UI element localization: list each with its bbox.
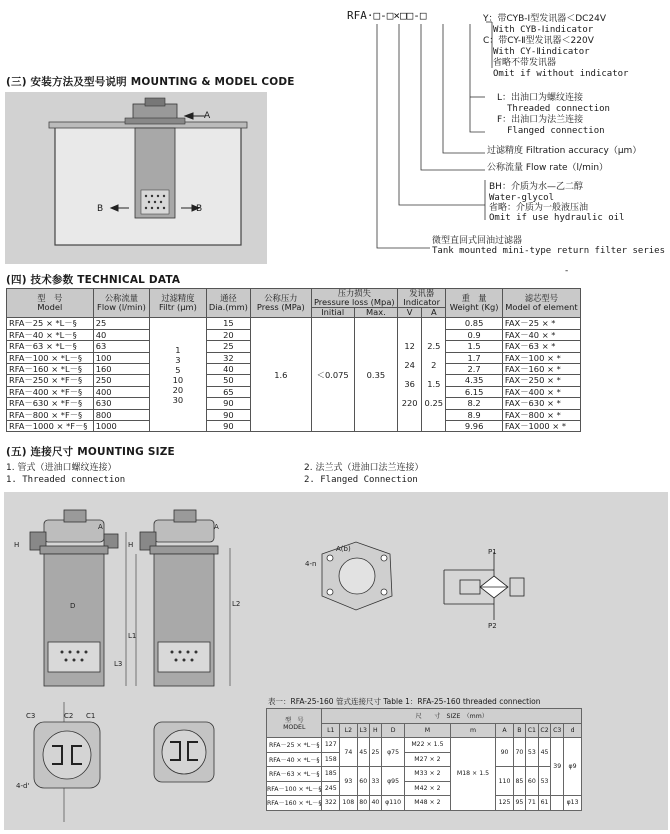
draw-label-4d: 4-d' [16,782,30,790]
volts-values: 12 24 36 220 [398,318,422,432]
dimension-table: 型 号 MODEL 尺 寸 SIZE （mm） L1 L2 L3 H D M m A B C1 C2 C3 d RFA－25 × *L－§ 127 74 45 25 φ75 M22 × 1.5 M18 × 1.5 90 70 53 45 39 φ9 RFA－40 × *L－§ 158 M27 × 2 RFA－63 × *L－§ 185 93 60 33 φ95 M33 × 2 110 85 60 53 RFA－100 × *L－§ 245 M42 × 2 RFA－160 × *L－§ 322 108 80 40 φ110 M48 × 2 125 95 71 61 φ13 [266,708,582,811]
section4-mark: - [565,266,569,276]
table-row: RFA－25 × *L－§ 25 1 3 5 10 20 30 15 1.6 ＜0.075 0.35 12 24 36 220 2.5 2 1.5 0.25 0.85 FAX－25 × * [7,318,581,329]
draw-label-p1: P1 [488,548,497,556]
draw-label-a-left: A [98,523,103,531]
th-initial: Initial [311,308,354,318]
flow-label: 公称流量 Flow rate（l/min） [487,163,609,173]
draw-label-ab: A(b) [336,545,351,553]
max-value: 0.35 [354,318,397,432]
draw-label-c1: C1 [86,712,96,720]
th-indicator: 发讯器 Indicator [398,289,446,308]
mount-label-b-left: B [97,204,104,214]
model-code-boxes: □-□×□□-□ [373,9,427,22]
table-row: RFA－1000 × *F－§ 1000 90 9.96 FAX－1000 × * [7,421,581,432]
accuracy-label: 过滤精度 Filtration accuracy（μm） [487,146,642,156]
draw-label-d: D [70,602,76,610]
medium-bh-cn: BH：介质为水—乙二醇 [489,182,583,192]
mounting-drawing [5,92,267,264]
press-value: 1.6 [251,318,312,432]
table-row: RFA－63 × *L－§ 63 25 1.5 FAX－63 × * [7,341,581,352]
th-max: Max. [354,308,397,318]
indicator-c-cn: C：带CY-Ⅱ型发讯器＜220V [483,36,594,46]
draw-label-p2: P2 [488,622,497,630]
table-row: RFA－25 × *L－§ 127 74 45 25 φ75 M22 × 1.5 M18 × 1.5 90 70 53 45 39 φ9 [267,738,582,753]
draw-label-l3: L3 [114,660,123,668]
amps-values: 2.5 2 1.5 0.25 [422,318,446,432]
dim-table-title: 表一：RFA-25-160 管式连接尺寸 Table 1：RFA-25-160 threaded connection [268,697,541,706]
indicator-y-cn: Y：带CYB-Ⅰ型发讯器＜DC24V [483,14,607,24]
th-model: 型 号 Model [7,289,94,318]
th-filtr: 过滤精度 Filtr (μm) [150,289,206,318]
indicator-omit-cn: 省略不带发讯器 [493,58,557,68]
draw-label-l1: L1 [128,632,137,640]
option2-en: 2. Flanged Connection [304,475,418,485]
th-dia: 通径 Dia.(mm) [206,289,250,318]
table-row: RFA－40 × *L－§ 40 20 0.9 FAX－40 × * [7,329,581,340]
draw-label-l2: L2 [232,600,241,608]
series-en: Tank mounted mini-type return filter series [432,246,665,256]
medium-bh-en: Water-glycol [489,193,555,203]
table-row: RFA－800 × *F－§ 800 90 8.9 FAX－800 × * [7,409,581,420]
th-element: 滤芯型号 Model of element [502,289,580,318]
draw-label-4n: 4-n [305,560,317,568]
draw-label-c2: C2 [64,712,74,720]
th-flow: 公称流量 Flow (l/min) [93,289,149,318]
option2-cn: 2. 法兰式（进油口法兰连接） [304,463,424,473]
initial-value: ＜0.075 [311,318,354,432]
draw-label-h-left: H [14,541,20,549]
dim-th-size: 尺 寸 SIZE （mm） [322,709,582,724]
th-press: 公称压力 Press (MPa) [251,289,312,318]
table-row: RFA－100 × *L－§ 100 32 1.7 FAX－100 × * [7,352,581,363]
option1-en: 1. Threaded connection [6,475,126,485]
th-weight: 重 量 Weight (Kg) [446,289,502,318]
indicator-y-en: With CYB-Ⅰindicator [493,25,594,35]
table-row: RFA－160 × *L－§ 160 40 2.7 FAX－160 × * [7,364,581,375]
table-row: RFA－630 × *F－§ 630 90 8.2 FAX－630 × * [7,398,581,409]
draw-label-a-right: A [214,523,219,531]
th-volts: V [398,308,422,318]
connection-f-en: Flanged connection [507,126,605,136]
connection-l-en: Threaded connection [507,104,610,114]
indicator-c-en: With CY-Ⅱindicator [493,47,590,57]
section5-title: (五) 连接尺寸 MOUNTING SIZE [6,446,175,458]
draw-label-h-right: H [128,541,134,549]
technical-data-table [6,288,581,432]
table-row: RFA－160 × *L－§ 322 108 80 40 φ110 M48 × 2 125 95 71 61 φ13 [267,796,582,811]
dim-th-model: 型 号 MODEL [267,709,322,738]
connection-f-cn: F：出油口为法兰连接 [497,115,584,125]
series-cn: 微型直回式回油过滤器 [432,236,523,246]
mount-label-a: A [204,111,211,121]
model-code-prefix: RFA· [347,9,374,22]
draw-label-c3: C3 [26,712,36,720]
medium-omit-en: Omit if use hydraulic oil [489,213,625,223]
connection-l-cn: L：出油口为螺纹连接 [497,93,584,103]
option1-cn: 1. 管式（进油口螺纹连接） [6,463,117,473]
medium-omit-cn: 省略：介质为一般液压油 [489,203,589,213]
th-amps: A [422,308,446,318]
table-row: RFA－40 × *L－§ 158 M27 × 2 [267,752,582,767]
table-row: RFA－250 × *F－§ 250 50 4.35 FAX－250 × * [7,375,581,386]
section4-title: (四) 技术参数 TECHNICAL DATA [6,274,181,286]
th-pressure-loss: 压力损失 Pressure loss (Mpa) [311,289,397,308]
mount-label-b-right: B [196,204,203,214]
table-row: RFA－100 × *L－§ 245 M42 × 2 [267,781,582,796]
section3-title: (三) 安装方法及型号说明 MOUNTING & MODEL CODE [6,76,295,88]
indicator-omit-en: Omit if without indicator [493,69,629,79]
table-row: RFA－63 × *L－§ 185 93 60 33 φ95 M33 × 2 110 85 60 53 [267,767,582,782]
table-row: RFA－400 × *F－§ 400 65 6.15 FAX－400 × * [7,386,581,397]
mounting-drawing-panel [5,92,267,264]
filtr-values: 1 3 5 10 20 30 [150,318,206,432]
